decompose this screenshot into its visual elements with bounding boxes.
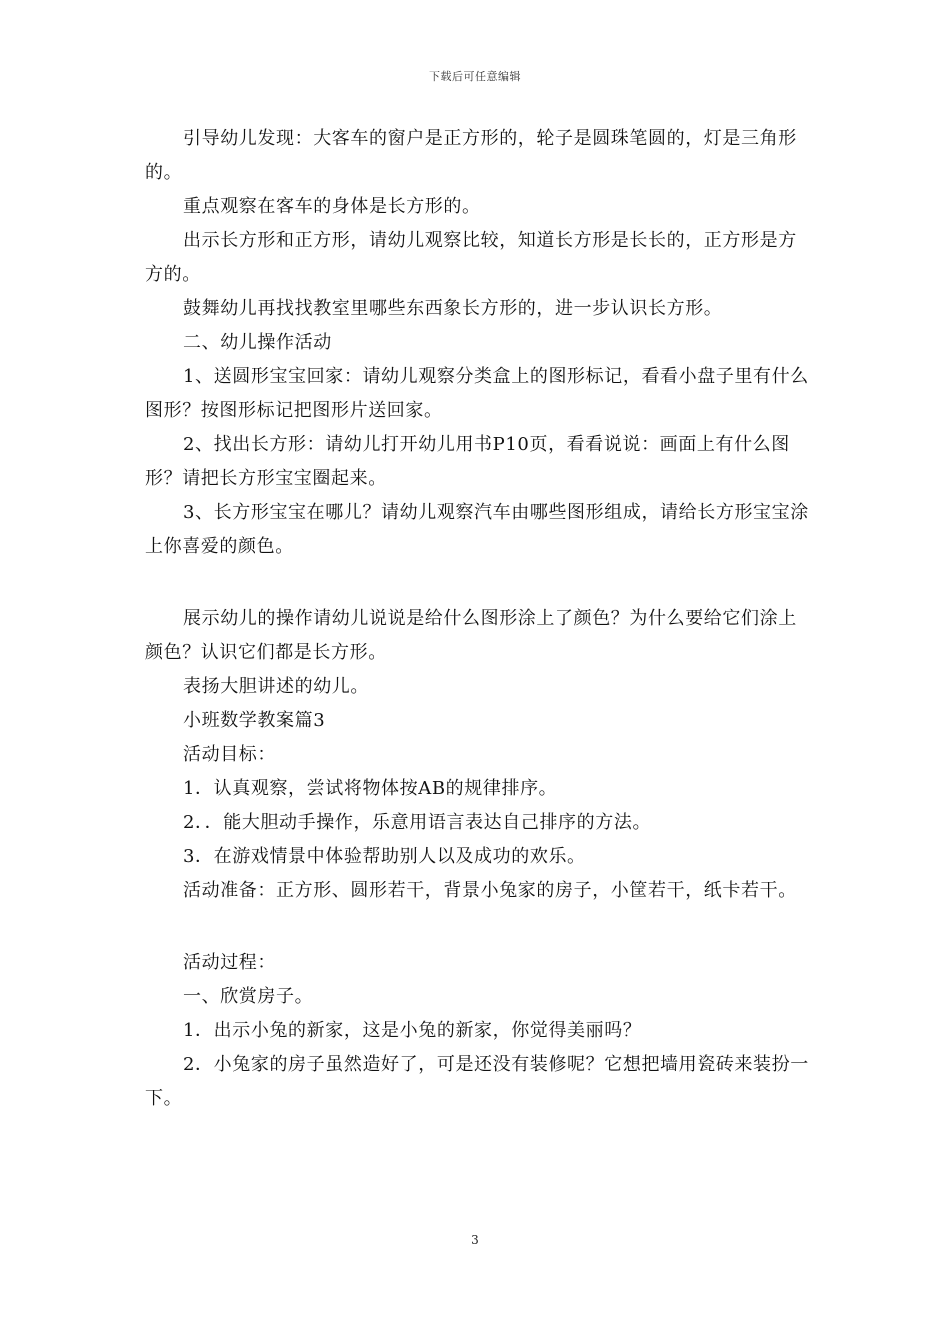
list-item: 1．认真观察，尝试将物体按AB的规律排序。 xyxy=(183,778,558,799)
paragraph: 鼓舞幼儿再找找教室里哪些东西象长方形的，进一步认识长方形。 xyxy=(183,298,723,319)
paragraph: 3、长方形宝宝在哪儿？请幼儿观察汽车由哪些图形组成，请给长方形宝宝涂上你喜爱的颜色。 xyxy=(145,502,809,557)
subheading: 活动目标： xyxy=(183,744,276,765)
section-title: 小班数学教案篇3 xyxy=(183,710,326,731)
document-body xyxy=(145,122,810,1116)
blank-line xyxy=(145,564,810,602)
page-header: 下载后可任意编辑 xyxy=(429,70,521,83)
list-item: 3．在游戏情景中体验帮助别人以及成功的欢乐。 xyxy=(183,846,586,867)
paragraph: 出示长方形和正方形，请幼儿观察比较，知道长方形是长长的，正方形是方方的。 xyxy=(145,230,797,285)
paragraph: 活动准备：正方形、圆形若干，背景小兔家的房子，小筐若干，纸卡若干。 xyxy=(183,880,797,901)
paragraph: 表扬大胆讲述的幼儿。 xyxy=(183,676,369,697)
subheading: 活动过程： xyxy=(183,952,276,973)
blank-line xyxy=(145,908,810,946)
paragraph: 引导幼儿发现：大客车的窗户是正方形的，轮子是圆珠笔圆的，灯是三角形的。 xyxy=(145,128,797,183)
page-number: 3 xyxy=(471,1233,479,1247)
list-item: 2．．能大胆动手操作，乐意用语言表达自己排序的方法。 xyxy=(183,812,652,833)
paragraph: 展示幼儿的操作请幼儿说说是给什么图形涂上了颜色？为什么要给它们涂上颜色？认识它们都是长方形。 xyxy=(145,608,797,663)
list-item: 2．小兔家的房子虽然造好了，可是还没有装修呢？它想把墙用瓷砖来装扮一下。 xyxy=(145,1054,809,1109)
paragraph: 2、找出长方形：请幼儿打开幼儿用书P10页，看看说说：画面上有什么图形？请把长方形宝宝圈起来。 xyxy=(145,434,790,489)
section-heading: 二、幼儿操作活动 xyxy=(183,332,332,353)
paragraph: 1、送圆形宝宝回家：请幼儿观察分类盒上的图形标记，看看小盘子里有什么图形？按图形标记把图形片送回家。 xyxy=(145,366,809,421)
paragraph: 重点观察在客车的身体是长方形的。 xyxy=(183,196,481,217)
list-item: 1．出示小兔的新家，这是小兔的新家，你觉得美丽吗？ xyxy=(183,1020,642,1041)
section-heading: 一、欣赏房子。 xyxy=(183,986,314,1007)
